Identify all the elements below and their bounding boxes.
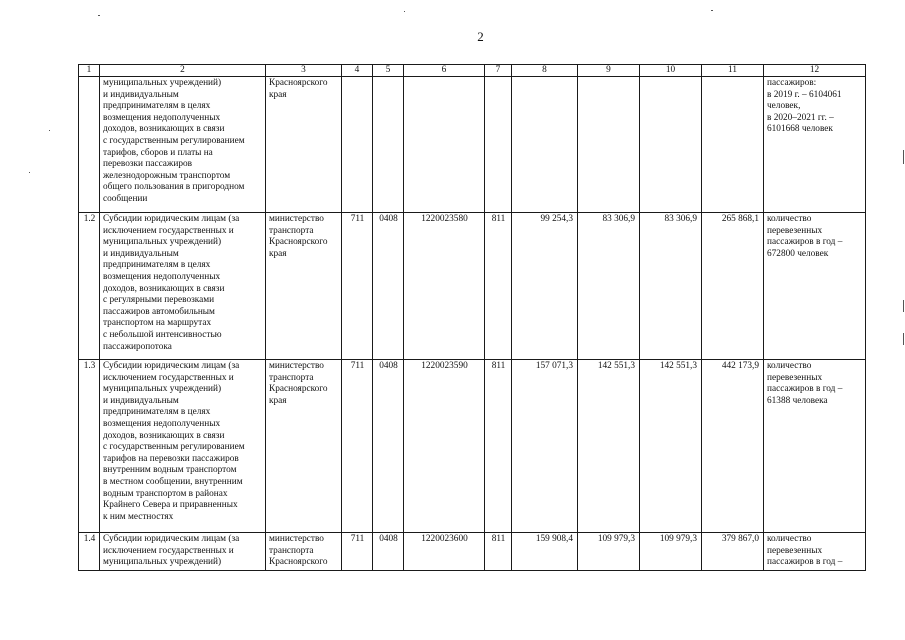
row-number (79, 77, 100, 213)
amount-year-2 (578, 77, 640, 213)
target-article-code (404, 77, 485, 213)
header-cell: 1 (79, 65, 100, 77)
expected-result: пассажиров: в 2019 г. – 6104061 человек, в 2020–2021 гг. – 6101668 человек (764, 77, 866, 213)
amount-year-3: 109 979,3 (640, 533, 702, 571)
scan-speck (903, 150, 904, 164)
amount-year-1: 157 071,3 (512, 360, 578, 533)
amount-year-1 (512, 77, 578, 213)
section-code: 0408 (373, 213, 404, 360)
header-cell: 7 (485, 65, 512, 77)
row-number: 1.2 (79, 213, 100, 360)
scan-speck (903, 333, 904, 345)
table-row (79, 533, 866, 571)
header-cell: 4 (342, 65, 373, 77)
header-cell: 6 (404, 65, 485, 77)
section-code: 0408 (373, 360, 404, 533)
grbs-code: 711 (342, 533, 373, 571)
target-article-code: 1220023600 (404, 533, 485, 571)
section-code (373, 77, 404, 213)
scan-speck (29, 172, 30, 173)
expected-result: количество перевезенных пассажиров в год – 672800 человек (764, 213, 866, 360)
measure-description: Субсидии юридическим лицам (за исключением государственных и муниципальных учреждений) (100, 533, 266, 571)
table-row (79, 360, 866, 533)
expense-type-code: 811 (485, 213, 512, 360)
header-cell: 8 (512, 65, 578, 77)
amount-year-3: 142 551,3 (640, 360, 702, 533)
header-cell: 5 (373, 65, 404, 77)
amount-year-3: 83 306,9 (640, 213, 702, 360)
amount-year-1: 99 254,3 (512, 213, 578, 360)
administrator: министерство транспорта Красноярского края (266, 213, 342, 360)
amount-year-2: 109 979,3 (578, 533, 640, 571)
header-row (79, 65, 866, 77)
scan-speck (903, 300, 904, 312)
page-number: 2 (477, 29, 484, 44)
grbs-code: 711 (342, 213, 373, 360)
measure-description: Субсидии юридическим лицам (за исключением государственных и муниципальных учреждений) и индивидуальным предпринимателям в целях возмещения недополученных доходов, возникающих в связи с государственным регулированием тарифов на перевозки пассажиров внутренним водным транспортом в местном сообщении, внутренним водным транспортом в районах Крайнего Севера и приравненных к ним местностях (100, 360, 266, 533)
table-row (79, 213, 866, 360)
administrator: министерство транспорта Красноярского (266, 533, 342, 571)
header-cell: 10 (640, 65, 702, 77)
row-number: 1.4 (79, 533, 100, 571)
scan-speck (711, 10, 713, 11)
expected-result: количество перевезенных пассажиров в год – (764, 533, 866, 571)
row-number: 1.3 (79, 360, 100, 533)
administrator: Красноярского края (266, 77, 342, 213)
header-cell: 11 (702, 65, 764, 77)
amount-year-1: 159 908,4 (512, 533, 578, 571)
measure-description: Субсидии юридическим лицам (за исключением государственных и муниципальных учреждений) и индивидуальным предпринимателям в целях возмещения недополученных доходов, возникающих в связи с регулярными перевозками пассажиров автомобильным транспортом на маршрутах с небольшой интенсивностью пассажиропотока (100, 213, 266, 360)
amount-year-2: 83 306,9 (578, 213, 640, 360)
scan-speck (49, 130, 50, 131)
grbs-code: 711 (342, 360, 373, 533)
administrator: министерство транспорта Красноярского края (266, 360, 342, 533)
header-cell: 12 (764, 65, 866, 77)
scan-speck (98, 15, 100, 16)
amount-total: 379 867,0 (702, 533, 764, 571)
header-cell: 9 (578, 65, 640, 77)
measure-description: муниципальных учреждений) и индивидуальным предпринимателям в целях возмещения недополученных доходов, возникающих в связи с государственным регулированием тарифов, сборов и платы на перевозки пассажиров железнодорожным транспортом общего пользования в пригородном сообщении (100, 77, 266, 213)
expense-type-code: 811 (485, 533, 512, 571)
table-row (79, 77, 866, 213)
expected-result: количество перевезенных пассажиров в год – 61388 человека (764, 360, 866, 533)
amount-total: 442 173,9 (702, 360, 764, 533)
amount-year-3 (640, 77, 702, 213)
target-article-code: 1220023580 (404, 213, 485, 360)
target-article-code: 1220023590 (404, 360, 485, 533)
scan-speck (404, 11, 405, 12)
budget-table (78, 64, 866, 571)
section-code: 0408 (373, 533, 404, 571)
amount-year-2: 142 551,3 (578, 360, 640, 533)
expense-type-code (485, 77, 512, 213)
amount-total (702, 77, 764, 213)
expense-type-code: 811 (485, 360, 512, 533)
grbs-code (342, 77, 373, 213)
amount-total: 265 868,1 (702, 213, 764, 360)
header-cell: 2 (100, 65, 266, 77)
header-cell: 3 (266, 65, 342, 77)
